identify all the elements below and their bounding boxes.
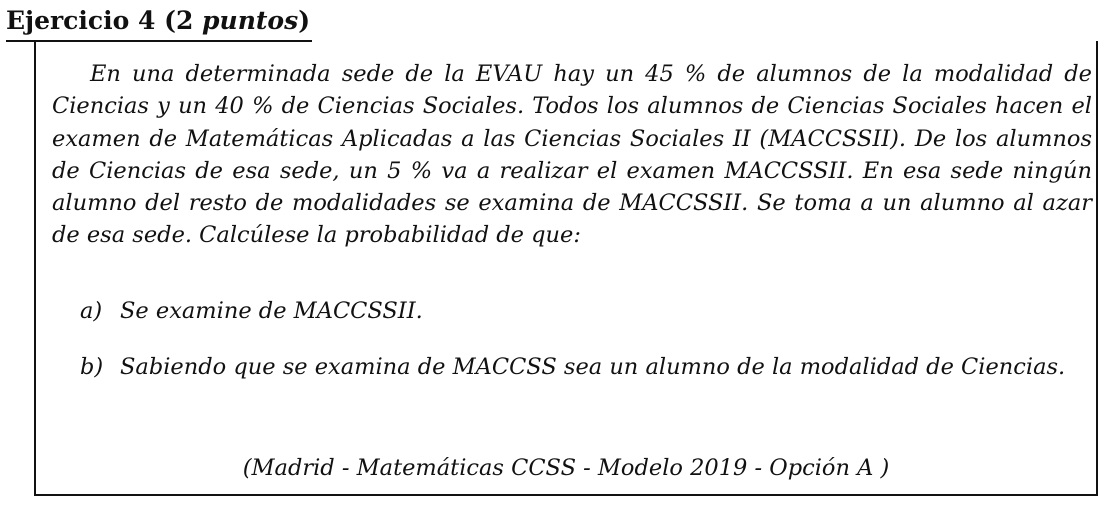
item-text-a: Se examine de MACCSSII. xyxy=(120,298,423,324)
item-label-b: b) xyxy=(80,354,104,380)
item-label-a: a) xyxy=(80,298,103,324)
points-word: puntos xyxy=(202,6,299,35)
problem-statement: En una determinada sede de la EVAU hay un 45 % de alumnos de la modalidad de Ciencias y un 40 % de Ciencias Sociales. Todos los alumnos de Ciencias Sociales hacen el examen de Matemáticas Aplicadas a las Ciencias Sociales II (MACCSSII). De los alumnos de Ciencias de esa sede, un 5 % va a realizar el examen MACCSSII. En esa sede ningún alumno del resto de modalidades se examina de MACCSSII. Se toma a un alumno al azar de esa sede. Calcúlese la probabilidad de que: xyxy=(52,61,1092,249)
exercise-heading xyxy=(6,4,310,38)
question-item-b xyxy=(80,351,1092,383)
exercise-title: Ejercicio 4 xyxy=(6,6,156,35)
question-item-a xyxy=(80,295,1080,327)
points-close: ) xyxy=(298,6,311,35)
points-open: (2 xyxy=(164,6,203,35)
item-text-b: Sabiendo que se examina de MACCSS sea un alumno de la modalidad de Ciencias. xyxy=(120,354,1066,380)
exam-source: (Madrid - Matemáticas CCSS - Modelo 2019 - Opción A ) xyxy=(242,455,890,481)
